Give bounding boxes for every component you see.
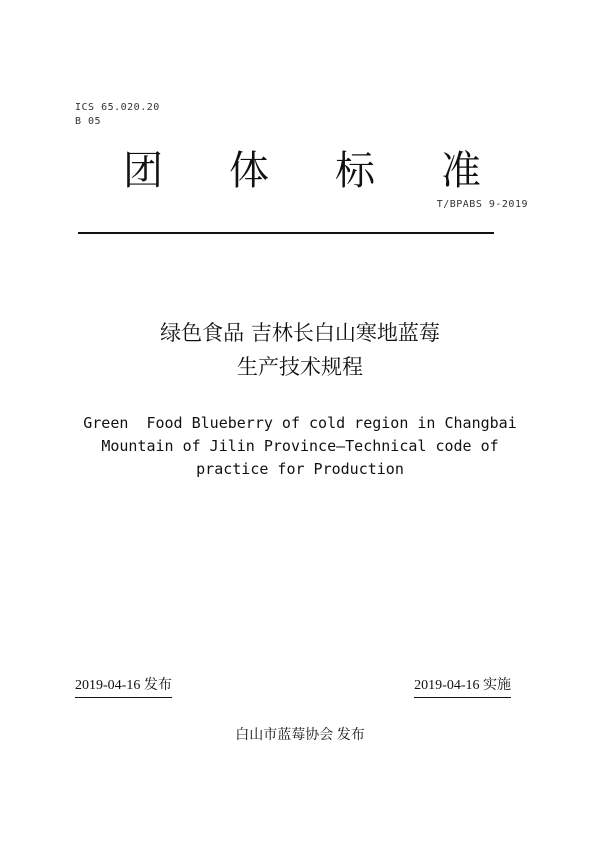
standard-number: T/BPABS 9-2019 (436, 199, 528, 210)
issue-date: 2019-04-16 发布 (75, 676, 172, 698)
header-divider (78, 232, 494, 234)
standard-type-char: 准 (441, 148, 481, 194)
standard-type-title (122, 146, 482, 196)
english-title-line-3: practice for Production (196, 460, 404, 478)
ics-code: ICS 65.020.20 (75, 102, 160, 113)
publisher: 白山市蓝莓协会 发布 (235, 728, 365, 743)
chinese-title-line-1: 绿色食品 吉林长白山寒地蓝莓 (160, 321, 440, 345)
chinese-title-line-2: 生产技术规程 (237, 355, 363, 379)
implementation-date: 2019-04-16 实施 (414, 676, 511, 698)
english-title-line-1: Green Food Blueberry of cold region in Changbai (83, 414, 517, 432)
standard-type-char: 体 (229, 148, 269, 194)
standard-type-char: 标 (335, 148, 375, 194)
ccs-code: B 05 (75, 116, 102, 127)
english-title-line-2: Mountain of Jilin Province—Technical code of (101, 437, 499, 455)
standard-type-char: 团 (123, 148, 163, 194)
